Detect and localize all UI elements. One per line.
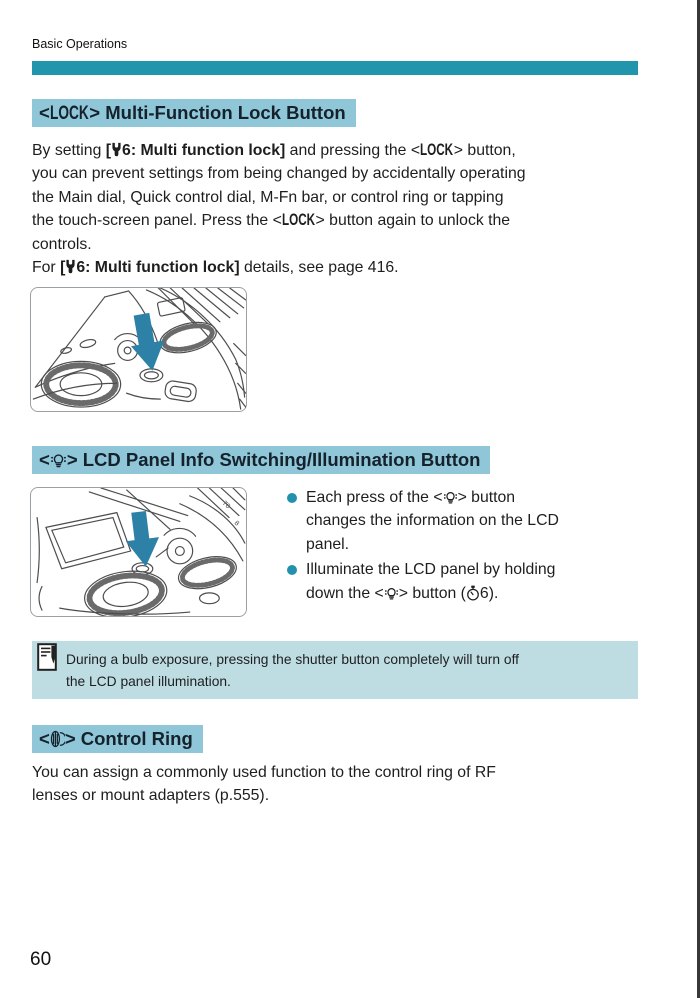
- control-ring-icon: [50, 729, 65, 749]
- text-run: Each press of the <: [306, 489, 443, 506]
- text-run: panel.: [306, 535, 350, 553]
- lock-paragraph-2: [32, 256, 692, 279]
- lens-scale-8: 8: [232, 519, 241, 528]
- camera-illustration-lcd-button: [30, 487, 247, 617]
- lock-button-label: LOCK: [281, 211, 315, 230]
- menu-ref-text: 6: Multi function lock]: [122, 142, 286, 159]
- lcd-bullet-list: [287, 486, 667, 607]
- note-text: [66, 649, 519, 692]
- angle-open: <: [39, 102, 50, 123]
- breadcrumb: Basic Operations: [32, 37, 128, 51]
- angle-open: <: [39, 449, 50, 470]
- text-run: You can assign a commonly used function to the control ring of RF: [32, 764, 496, 781]
- heading-multi-function-lock: [32, 99, 356, 127]
- text-run: details, see page 416.: [239, 259, 399, 277]
- heading-title-text: > LCD Panel Info Switching/Illumination Button: [66, 449, 481, 470]
- heading-lcd-panel-illumination: [32, 446, 490, 474]
- lens-scale-70: 70: [220, 500, 232, 511]
- menu-ref-text: 6: Multi function lock]: [76, 259, 240, 277]
- text-run: For: [32, 259, 61, 277]
- text-run: and pressing the <: [285, 142, 421, 159]
- menu-ref-bold: [60, 259, 240, 276]
- text-run: down the <: [306, 584, 384, 602]
- bullet-icon: [287, 565, 297, 575]
- text-run: the LCD panel illumination.: [66, 673, 231, 689]
- text-run: lenses or mount adapters (p.555).: [32, 787, 270, 805]
- angle-open: <: [39, 728, 50, 749]
- text-run: > button (: [398, 584, 466, 602]
- text-run: > button: [457, 489, 516, 506]
- setup-wrench-icon: [111, 142, 122, 158]
- lock-button-label: LOCK: [420, 141, 454, 160]
- bracket-open: [: [60, 259, 66, 277]
- lcd-illumination-icon: [384, 586, 399, 601]
- lcd-illumination-icon: [443, 490, 458, 505]
- text-run: By setting: [32, 142, 106, 159]
- menu-ref-bold: [106, 142, 286, 159]
- section-accent-bar: [32, 61, 638, 75]
- lock-button-label: LOCK: [49, 101, 89, 124]
- control-ring-paragraph: [32, 761, 692, 808]
- text-run: During a bulb exposure, pressing the shutter button completely will turn off: [66, 652, 519, 667]
- text-run: > button again to unlock the: [315, 212, 511, 230]
- camera-illustration-lock-button: [30, 287, 247, 412]
- lock-paragraph: [32, 139, 692, 279]
- text-run: you can prevent settings from being changed by accidentally operating: [32, 165, 526, 183]
- setup-wrench-icon: [65, 259, 76, 275]
- timer-icon: [466, 585, 480, 601]
- bracket-open: [: [105, 142, 112, 159]
- text-run: 6).: [479, 584, 499, 602]
- heading-title-text: > Multi-Function Lock Button: [89, 102, 346, 123]
- text-run: the touch-screen panel. Press the <: [32, 212, 282, 230]
- text-run: controls.: [32, 235, 92, 253]
- text-run: changes the information on the LCD: [306, 512, 559, 530]
- list-item: [287, 558, 667, 605]
- page-number: 60: [30, 949, 52, 970]
- note-box: [32, 641, 638, 699]
- note-icon: [37, 643, 60, 672]
- text-run: > button,: [453, 142, 516, 159]
- text-run: the Main dial, Quick control dial, M-Fn bar, or control ring or tapping: [32, 188, 504, 206]
- heading-title-text: > Control Ring: [64, 728, 193, 749]
- list-item: [287, 486, 667, 556]
- lcd-illumination-icon: [50, 452, 67, 469]
- pointer-arrow: [122, 510, 162, 569]
- heading-control-ring: [32, 725, 203, 753]
- text-run: Illuminate the LCD panel by holding: [306, 561, 556, 579]
- bullet-icon: [287, 493, 297, 503]
